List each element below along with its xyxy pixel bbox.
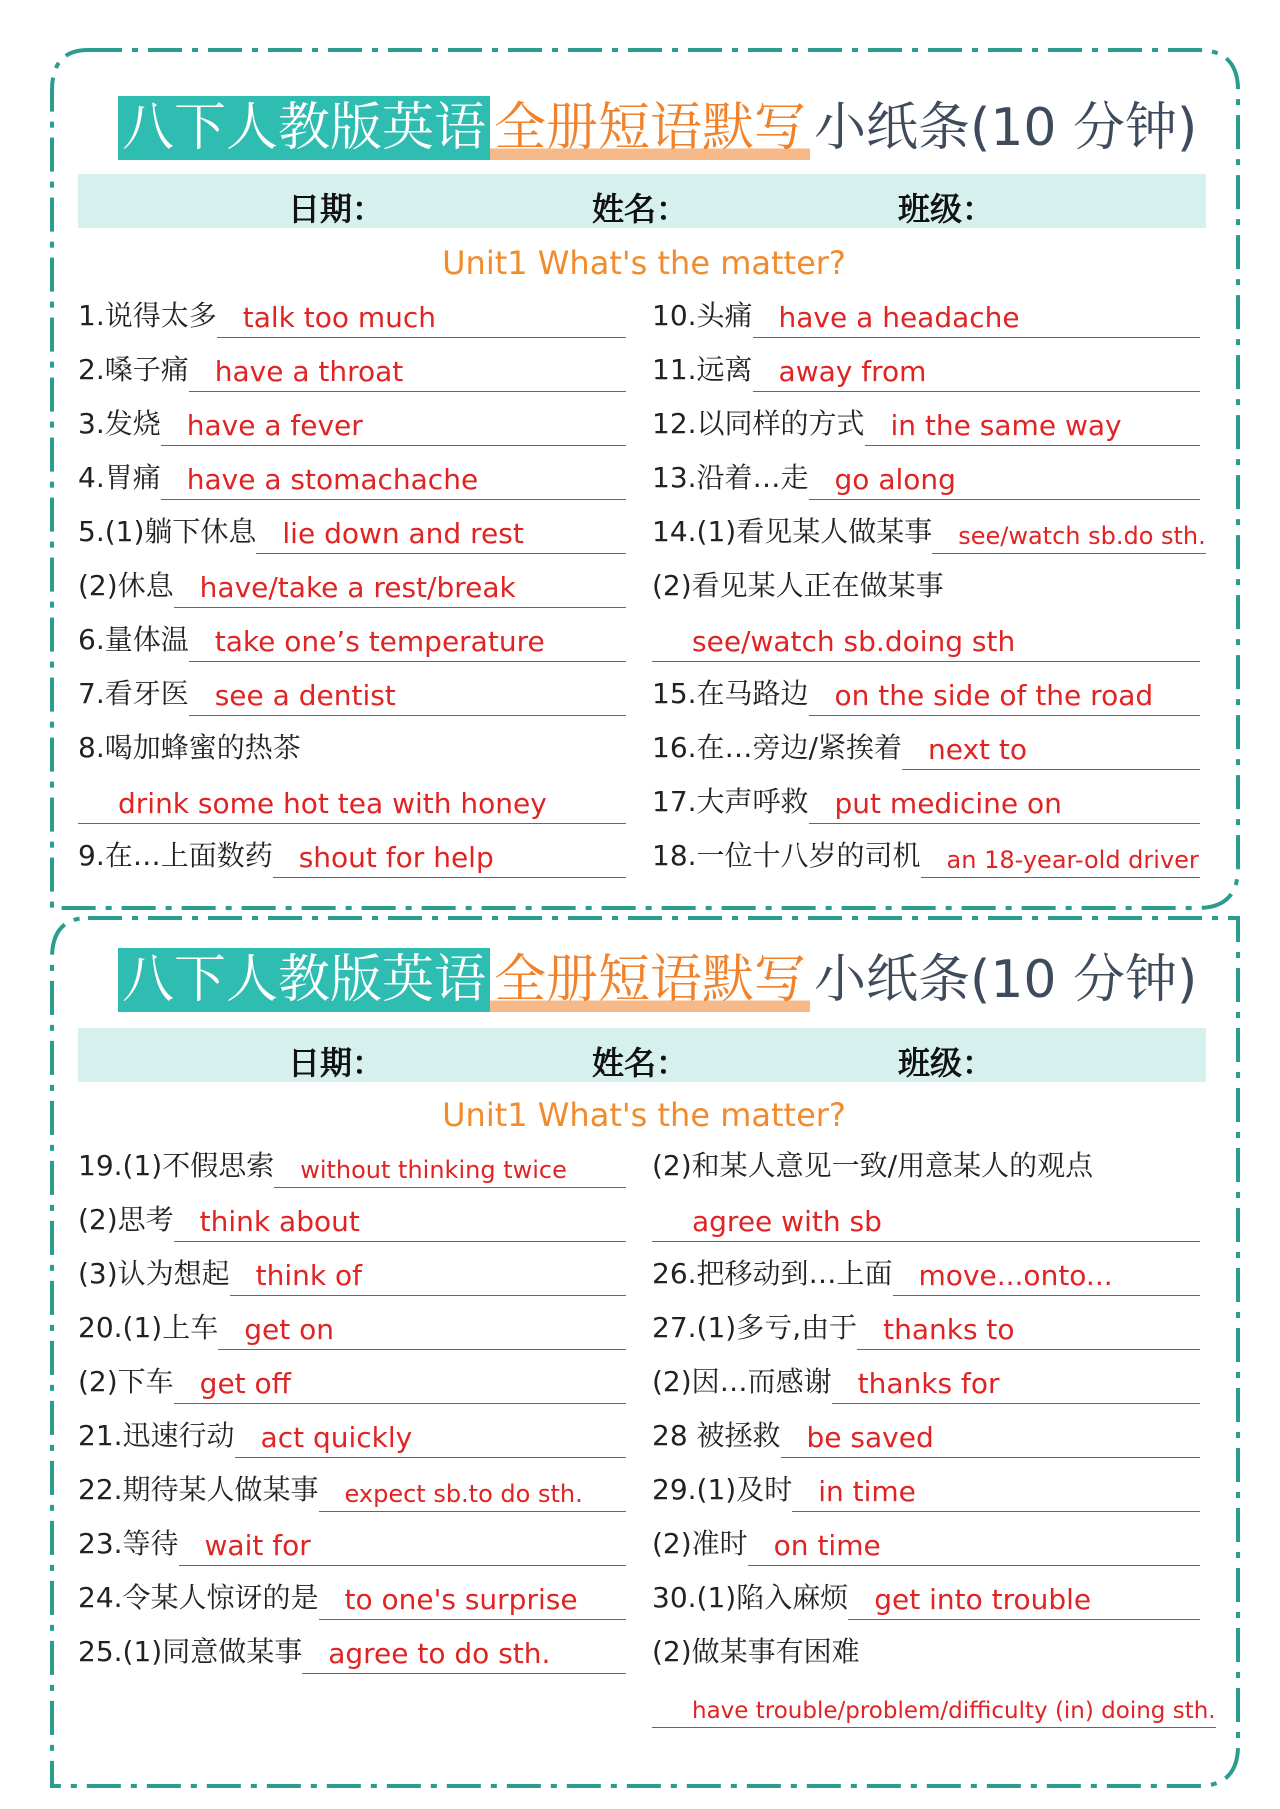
answer-text: see/watch sb.doing sth: [692, 625, 1016, 658]
answer-blank[interactable]: [893, 1259, 1200, 1296]
answer-blank[interactable]: [161, 463, 626, 500]
phrase-row: [78, 460, 626, 500]
card-title: [118, 78, 1201, 160]
answer-blank[interactable]: [189, 679, 626, 716]
answer-text: act quickly: [260, 1421, 413, 1454]
phrase-row: [652, 622, 1200, 662]
phrase-row: [652, 568, 1200, 608]
answer-blank[interactable]: [174, 1367, 626, 1404]
phrase-row: [78, 1526, 626, 1566]
phrase-row: [78, 676, 626, 716]
answer-blank[interactable]: [753, 301, 1200, 338]
phrase-row: [652, 514, 1206, 554]
phrase-row: [652, 406, 1200, 446]
phrase-prompt: 14.(1)看见某人做某事: [652, 515, 933, 548]
answer-text: away from: [778, 355, 927, 388]
answer-blank[interactable]: [865, 409, 1200, 446]
phrase-row: [78, 838, 626, 878]
phrase-row: [78, 1310, 626, 1350]
phrase-prompt: (2)因…而感谢: [652, 1365, 832, 1398]
phrase-prompt: 10.头痛: [652, 299, 753, 332]
answer-blank[interactable]: [832, 1367, 1200, 1404]
phrase-prompt: 19.(1)不假思索: [78, 1149, 275, 1182]
phrase-prompt: 2.嗓子痛: [78, 353, 189, 386]
answer-blank[interactable]: [652, 625, 1200, 662]
answer-text: see/watch sb.do sth.: [958, 522, 1206, 550]
answer-blank[interactable]: [319, 1478, 626, 1512]
answer-blank[interactable]: [256, 517, 626, 554]
phrase-prompt: 7.看牙医: [78, 677, 189, 710]
phrase-row: [652, 1256, 1200, 1296]
date-label: 日期：: [288, 1044, 385, 1082]
phrase-row: [78, 1364, 626, 1404]
answer-blank[interactable]: [235, 1421, 626, 1458]
unit-heading: Unit1 What's the matter?: [442, 1096, 846, 1134]
phrase-prompt: 15.在马路边: [652, 677, 809, 710]
answer-text: take one’s temperature: [214, 625, 545, 658]
phrase-prompt: 16.在…旁边/紧挨着: [652, 731, 902, 764]
phrase-prompt: 30.(1)陷入麻烦: [652, 1581, 849, 1614]
answer-text: to one's surprise: [344, 1583, 578, 1616]
title-part-slip: 小纸条(10 分钟): [814, 950, 1198, 1010]
answer-blank[interactable]: [932, 520, 1206, 554]
class-label: 班级：: [898, 1044, 995, 1082]
phrase-row: [78, 1148, 626, 1188]
phrase-row: [78, 1580, 626, 1620]
name-label: 姓名：: [592, 1044, 689, 1082]
phrase-prompt: 8.喝加蜂蜜的热茶: [78, 731, 301, 764]
phrase-row: [652, 730, 1200, 770]
answer-blank[interactable]: [809, 463, 1200, 500]
phrase-prompt: 3.发烧: [78, 407, 161, 440]
answer-blank[interactable]: [174, 571, 626, 608]
answer-blank[interactable]: [857, 1313, 1200, 1350]
phrase-row: [652, 676, 1200, 716]
phrase-prompt: (3)认为想起: [78, 1257, 230, 1290]
title-part-slip: 小纸条(10 分钟): [814, 98, 1198, 158]
answer-text: move...onto...: [918, 1259, 1113, 1292]
answer-blank[interactable]: [161, 409, 626, 446]
answer-text: agree to do sth.: [328, 1637, 551, 1670]
answer-text: have a headache: [778, 301, 1020, 334]
phrase-prompt: 1.说得太多: [78, 299, 217, 332]
answer-text: agree with sb: [692, 1205, 882, 1238]
phrase-row: [78, 784, 626, 824]
answer-text: be saved: [806, 1421, 934, 1454]
phrase-row: [652, 1472, 1200, 1512]
answer-text: see a dentist: [214, 679, 396, 712]
phrase-prompt: (2)休息: [78, 569, 174, 602]
phrase-prompt: 4.胃痛: [78, 461, 161, 494]
answer-text: talk too much: [242, 301, 437, 334]
phrase-prompt: 12.以同样的方式: [652, 407, 865, 440]
phrase-row: [652, 1148, 1200, 1188]
phrase-prompt: 18.一位十八岁的司机: [652, 839, 921, 872]
answer-text: expect sb.to do sth.: [344, 1480, 583, 1508]
phrase-prompt: (2)看见某人正在做某事: [652, 569, 944, 602]
answer-blank[interactable]: [274, 1154, 626, 1188]
answer-blank[interactable]: [753, 355, 1200, 392]
phrase-row: [78, 406, 626, 446]
answer-blank[interactable]: [809, 787, 1200, 824]
phrase-prompt: (2)做某事有困难: [652, 1635, 860, 1668]
phrase-prompt: 5.(1)躺下休息: [78, 515, 257, 548]
phrase-row: [652, 838, 1200, 878]
answer-text: on the side of the road: [834, 679, 1154, 712]
answer-blank[interactable]: [848, 1583, 1200, 1620]
answer-text: an 18-year-old driver: [946, 846, 1199, 874]
answer-blank[interactable]: [902, 733, 1200, 770]
answer-text: in the same way: [890, 409, 1122, 442]
phrase-prompt: 21.迅速行动: [78, 1419, 235, 1452]
date-label: 日期：: [288, 190, 385, 228]
phrase-row: [652, 1634, 1200, 1674]
phrase-row: [78, 1418, 626, 1458]
phrase-row: [78, 730, 626, 770]
phrase-row: [652, 1526, 1200, 1566]
phrase-prompt: 13.沿着…走: [652, 461, 809, 494]
phrase-prompt: 6.量体温: [78, 623, 189, 656]
phrase-prompt: 28 被拯救: [652, 1419, 781, 1452]
phrase-row: [78, 352, 626, 392]
answer-blank[interactable]: [809, 679, 1200, 716]
unit-heading: Unit1 What's the matter?: [442, 244, 846, 282]
phrase-prompt: 24.令某人惊讶的是: [78, 1581, 319, 1614]
phrase-prompt: 17.大声呼救: [652, 785, 809, 818]
name-label: 姓名：: [592, 190, 689, 228]
answer-text: have a stomachache: [186, 463, 479, 496]
phrase-prompt: 29.(1)及时: [652, 1473, 793, 1506]
answer-text: have trouble/problem/difficulty (in) doing sth.: [692, 1698, 1216, 1724]
answer-blank[interactable]: [179, 1529, 626, 1566]
answer-text: go along: [834, 463, 956, 496]
answer-text: thanks to: [883, 1313, 1015, 1346]
answer-text: get into trouble: [874, 1583, 1092, 1616]
phrase-prompt: (2)思考: [78, 1203, 174, 1236]
phrase-prompt: 11.远离: [652, 353, 753, 386]
phrase-row: [78, 1256, 626, 1296]
info-bar: [78, 174, 1206, 228]
answer-text: wait for: [204, 1529, 311, 1562]
answer-blank[interactable]: [319, 1583, 626, 1620]
phrase-row: [652, 1418, 1200, 1458]
card-title: [118, 930, 1201, 1012]
phrase-row: [652, 1310, 1200, 1350]
answer-text: have/take a rest/break: [199, 571, 516, 604]
phrase-row: [78, 622, 626, 662]
phrase-prompt: 23.等待: [78, 1527, 179, 1560]
phrase-row: [652, 460, 1200, 500]
answer-text: without thinking twice: [300, 1156, 567, 1184]
phrase-prompt: (2)准时: [652, 1527, 748, 1560]
title-part-textbook: 八下人教版英语: [118, 96, 490, 160]
class-label: 班级：: [898, 190, 995, 228]
answer-blank[interactable]: [78, 787, 626, 824]
answer-text: have a throat: [214, 355, 404, 388]
answer-blank[interactable]: [781, 1421, 1200, 1458]
phrase-prompt: 9.在…上面数药: [78, 839, 273, 872]
dictation-card-2: [48, 916, 1240, 1788]
answer-blank[interactable]: [189, 355, 626, 392]
phrase-row: [652, 298, 1200, 338]
phrase-row: [78, 1202, 626, 1242]
phrase-prompt: 22.期待某人做某事: [78, 1473, 319, 1506]
phrase-prompt: (2)下车: [78, 1365, 174, 1398]
dictation-card-1: [48, 48, 1240, 910]
answer-text: put medicine on: [834, 787, 1062, 820]
phrase-row: [78, 298, 626, 338]
answer-blank[interactable]: [921, 844, 1200, 878]
phrase-row: [652, 1202, 1200, 1242]
answer-blank[interactable]: [218, 1313, 626, 1350]
answer-text: shout for help: [298, 841, 494, 874]
phrase-row: [652, 1688, 1216, 1728]
answer-text: next to: [927, 733, 1028, 766]
answer-blank[interactable]: [652, 1205, 1200, 1242]
phrase-row: [78, 1634, 626, 1674]
answer-text: think of: [255, 1259, 363, 1292]
answer-text: in time: [818, 1475, 916, 1508]
phrase-row: [78, 1472, 626, 1512]
title-part-topic: 全册短语默写: [490, 948, 810, 1012]
answer-text: on time: [773, 1529, 881, 1562]
phrase-row: [652, 784, 1200, 824]
info-bar: [78, 1028, 1206, 1082]
title-part-textbook: 八下人教版英语: [118, 948, 490, 1012]
answer-blank[interactable]: [273, 841, 626, 878]
answer-text: drink some hot tea with honey: [118, 787, 547, 820]
answer-text: have a fever: [186, 409, 363, 442]
phrase-row: [652, 352, 1200, 392]
answer-blank[interactable]: [302, 1637, 626, 1674]
answer-text: think about: [199, 1205, 360, 1238]
phrase-row: [652, 1580, 1200, 1620]
phrase-prompt: 26.把移动到…上面: [652, 1257, 893, 1290]
answer-blank[interactable]: [174, 1205, 626, 1242]
phrase-prompt: 25.(1)同意做某事: [78, 1635, 303, 1668]
phrase-row: [78, 568, 626, 608]
answer-blank[interactable]: [189, 625, 626, 662]
answer-blank[interactable]: [792, 1475, 1200, 1512]
phrase-prompt: 27.(1)多亏,由于: [652, 1311, 858, 1344]
answer-blank[interactable]: [652, 1694, 1216, 1728]
answer-blank[interactable]: [230, 1259, 626, 1296]
title-part-topic: 全册短语默写: [490, 96, 810, 160]
answer-text: thanks for: [857, 1367, 1000, 1400]
answer-blank[interactable]: [217, 301, 626, 338]
answer-text: get on: [244, 1313, 334, 1346]
answer-text: lie down and rest: [282, 517, 524, 550]
phrase-row: [652, 1364, 1200, 1404]
answer-text: get off: [199, 1367, 291, 1400]
answer-blank[interactable]: [748, 1529, 1200, 1566]
phrase-row: [78, 514, 626, 554]
phrase-prompt: (2)和某人意见一致/用意某人的观点: [652, 1149, 1094, 1182]
phrase-prompt: 20.(1)上车: [78, 1311, 219, 1344]
